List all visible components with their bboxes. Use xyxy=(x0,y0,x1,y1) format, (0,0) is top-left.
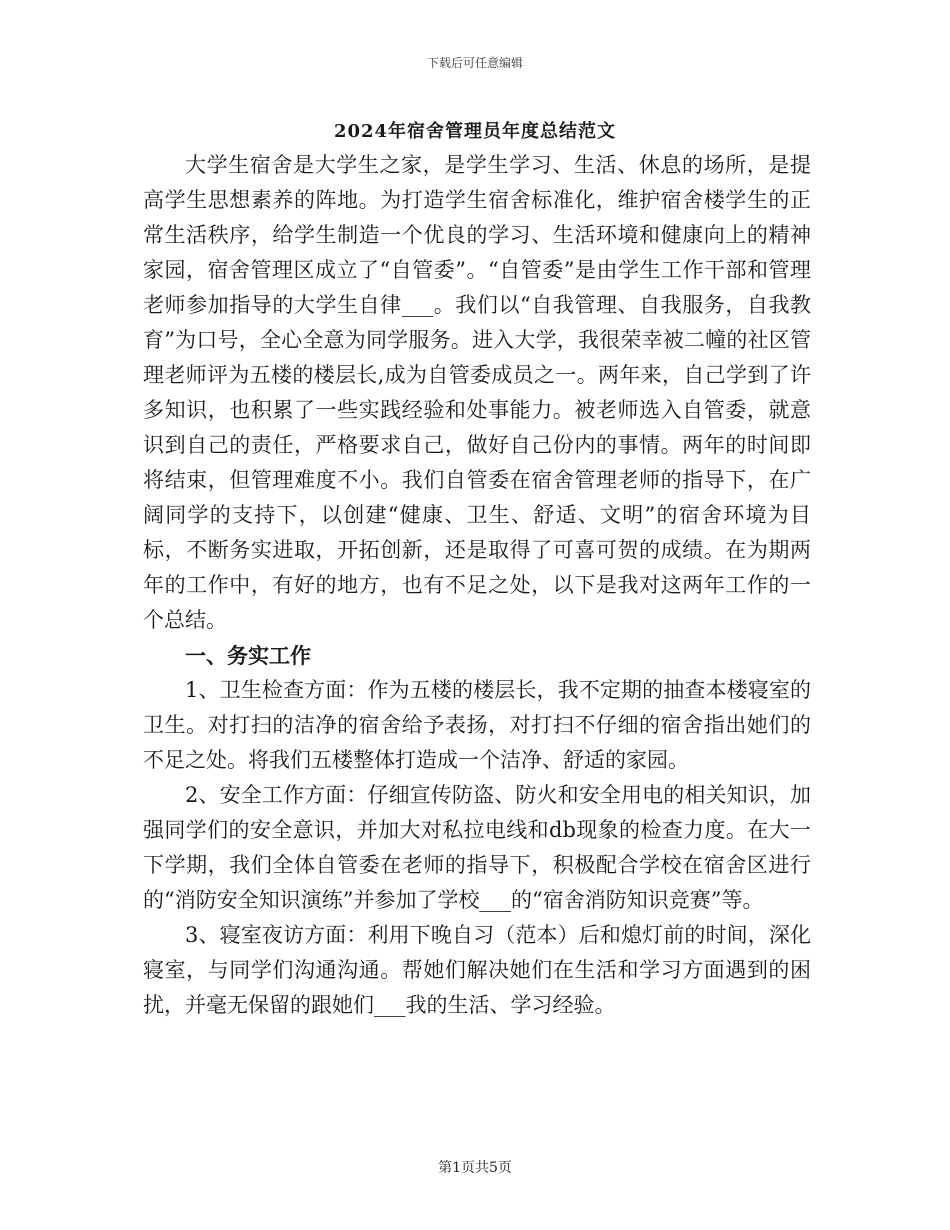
item-paragraph-3: 3、寝室夜访方面：利用下晚自习（范本）后和熄灯前的时间，深化寝室，与同学们沟通沟通。帮她们解决她们在生活和学习方面遇到的困扰，并毫无保留的跟她们___我的生活、学习经验。 xyxy=(143,923,811,1017)
document-body xyxy=(143,148,811,1023)
item-paragraph-1: 1、卫生检查方面：作为五楼的楼层长，我不定期的抽查本楼寝室的卫生。对打扫的洁净的宿舍给予表扬，对打扫不仔细的宿舍指出她们的不足之处。将我们五楼整体打造成一个洁净、舒适的家园。 xyxy=(143,678,811,772)
section-heading: 一、务实工作 xyxy=(185,643,311,668)
page-footer: 第1页共5页 xyxy=(438,1160,512,1176)
intro-paragraph: 大学生宿舍是大学生之家，是学生学习、生活、休息的场所，是提高学生思想素养的阵地。为打造学生宿舍标准化，维护宿舍楼学生的正常生活秩序，给学生制造一个优良的学习、生活环境和健康向上的精神家园，宿舍管理区成立了“自管委”。“自管委”是由学生工作干部和管理老师参加指导的大学生自律___。我们以“自我管理、自我服务，自我教育”为口号，全心全意为同学服务。进入大学，我很荣幸被二幢的社区管理老师评为五楼的楼层长,成为自管委成员之一。两年来，自己学到了许多知识，也积累了一些实践经验和处事能力。被老师选入自管委，就意识到自己的责任，严格要求自己，做好自己份内的事情。两年的时间即将结束，但管理难度不小。我们自管委在宿舍管理老师的指导下，在广阔同学的支持下，以创建“健康、卫生、舒适、文明”的宿舍环境为目标，不断务实进取，开拓创新，还是取得了可喜可贺的成绩。在为期两年的工作中，有好的地方，也有不足之处，以下是我对这两年工作的一个总结。 xyxy=(143,153,811,632)
item-paragraph-2: 2、安全工作方面：仔细宣传防盗、防火和安全用电的相关知识，加强同学们的安全意识，并加大对私拉电线和db现象的检查力度。在大一下学期，我们全体自管委在老师的指导下，积极配合学校在宿舍区进行的“消防安全知识演练”并参加了学校___的“宿舍消防知识竞赛”等。 xyxy=(143,783,811,912)
document-title: 2024年宿舍管理员年度总结范文 xyxy=(333,121,617,142)
header-note: 下载后可任意编辑 xyxy=(426,56,523,70)
